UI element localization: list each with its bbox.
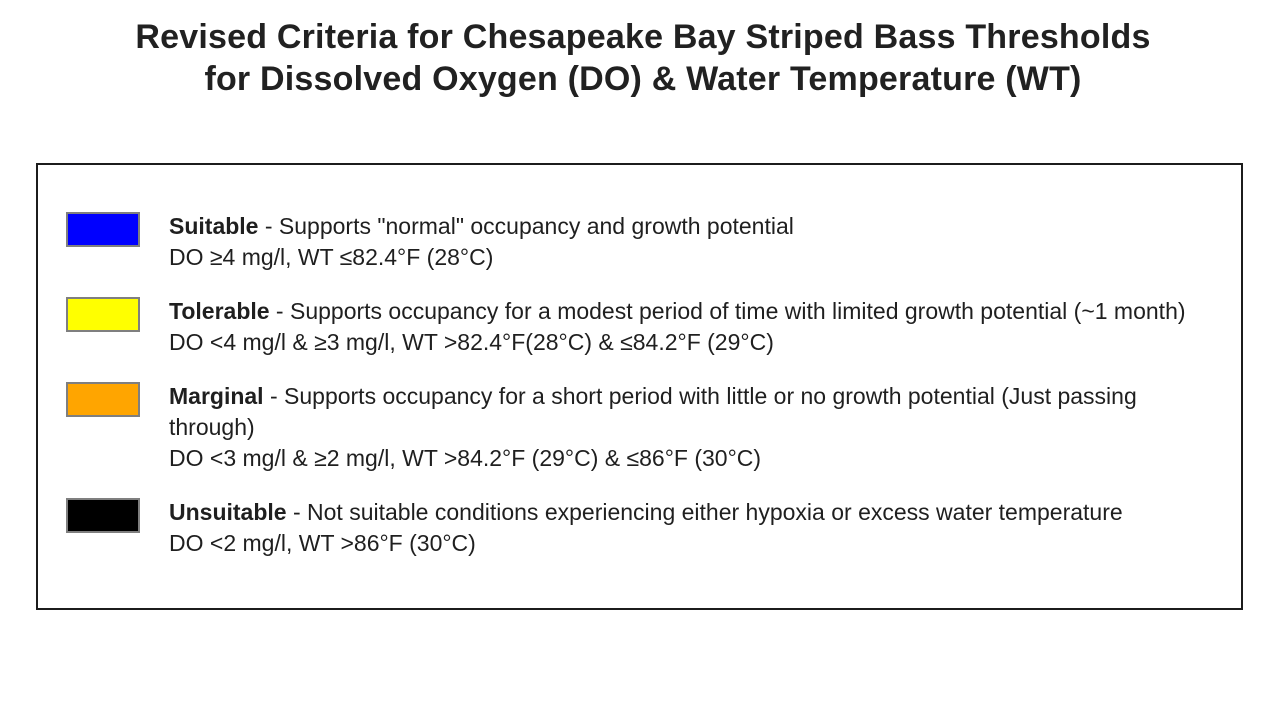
entry-term: Tolerable: [169, 298, 270, 324]
legend-entry-text: [169, 381, 1225, 474]
entry-description: [169, 211, 1225, 242]
legend-entry-text: [169, 211, 1225, 273]
entry-description-text: - Supports occupancy for a short period with little or no growth potential (Just passing through): [169, 383, 1137, 440]
entry-description-text: - Not suitable conditions experiencing either hypoxia or excess water temperature: [286, 499, 1123, 525]
title-line-2: for Dissolved Oxygen (DO) & Water Temperature (WT): [204, 60, 1082, 98]
page-title: [20, 16, 1266, 100]
entry-term: Marginal: [169, 383, 264, 409]
entry-criteria: DO <4 mg/l & ≥3 mg/l, WT >82.4°F(28°C) & ≤84.2°F (29°C): [169, 329, 774, 355]
legend-entry-unsuitable: [66, 497, 1225, 559]
entry-description-text: - Supports occupancy for a modest period of time with limited growth potential (~1 month): [269, 298, 1186, 324]
marginal-color-swatch: [66, 382, 140, 417]
entry-criteria: DO <3 mg/l & ≥2 mg/l, WT >84.2°F (29°C) & ≤86°F (30°C): [169, 445, 762, 471]
entry-criteria: DO ≥4 mg/l, WT ≤82.4°F (28°C): [169, 244, 494, 270]
legend-box: [36, 163, 1243, 610]
legend-entry-suitable: [66, 211, 1225, 273]
tolerable-color-swatch: [66, 297, 140, 332]
legend-entry-tolerable: [66, 296, 1225, 358]
legend-entry-text: [169, 497, 1225, 559]
suitable-color-swatch: [66, 212, 140, 247]
entry-term: Suitable: [169, 213, 259, 239]
unsuitable-color-swatch: [66, 498, 140, 533]
entry-term: Unsuitable: [169, 499, 287, 525]
entry-description: [169, 381, 1225, 443]
legend-entry-text: [169, 296, 1225, 358]
legend-entry-marginal: [66, 381, 1225, 474]
entry-description: [169, 296, 1225, 327]
entry-description: [169, 497, 1225, 528]
entry-criteria: DO <2 mg/l, WT >86°F (30°C): [169, 530, 476, 556]
title-line-1: Revised Criteria for Chesapeake Bay Striped Bass Thresholds: [135, 18, 1151, 56]
entry-description-text: - Supports "normal" occupancy and growth potential: [258, 213, 794, 239]
